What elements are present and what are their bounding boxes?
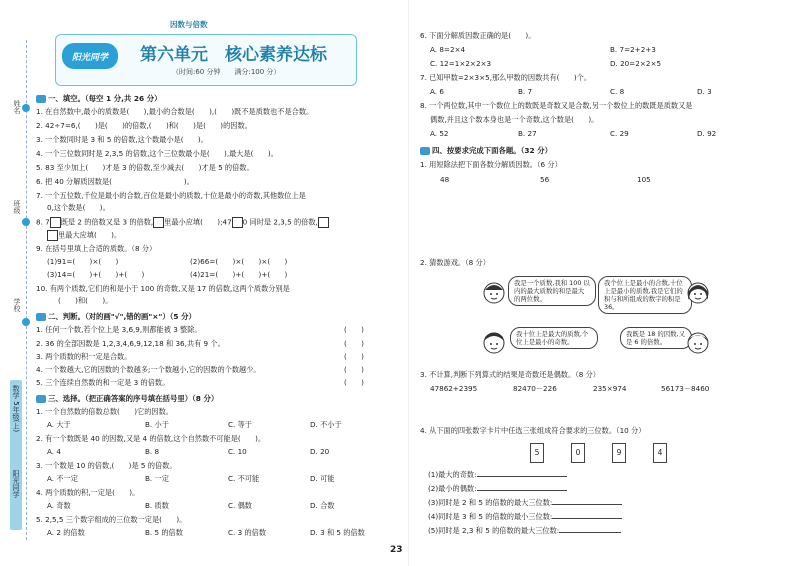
number-card: 5	[530, 443, 544, 463]
factor-number: 105	[637, 175, 651, 184]
q5: 5. 83 至少加上( )才是 3 的倍数,至少减去( )才是 5 的倍数。	[36, 163, 254, 172]
expression: 47862+2395	[430, 384, 478, 393]
section-tasks	[420, 145, 552, 156]
answer-blank[interactable]	[552, 496, 622, 505]
q1: 1. 在自然数中,最小的质数是( ),最小的合数是( ),( )既不是质数也不是合数。	[36, 107, 314, 116]
q9-3: (3)14=( )+( )+( )	[47, 270, 145, 279]
section-icon	[36, 95, 46, 103]
section-title: 三、选择。（把正确答案的序号填在括号里）（8 分）	[48, 394, 219, 403]
book-label: 数学 5年级(上)	[12, 385, 20, 433]
class-label: 班级	[13, 200, 21, 214]
option: B. 小于	[145, 420, 169, 429]
option: D. 20	[310, 447, 330, 456]
q10-line1: 10. 有两个质数,它们的和是小于 100 的奇数,又是 17 的倍数,这两个质数分别是	[36, 284, 290, 293]
speech-bubble: 我十位上是最大的质数,个位上是最小的奇数。	[510, 327, 598, 349]
digit-box	[153, 217, 164, 228]
section-choice	[36, 393, 218, 404]
option: A. 大于	[47, 420, 71, 429]
digit-box	[50, 217, 61, 228]
page-fold	[408, 0, 409, 566]
answer-blank[interactable]	[477, 482, 567, 491]
option: B. 8	[145, 447, 160, 456]
speech-bubble: 我是一个质数,我和 100 以内的最大质数的和是最大的两位数。	[508, 276, 596, 306]
option: D. 3 和 5 的倍数	[310, 528, 365, 537]
section-title: 四、按要求完成下面各题。（32 分）	[432, 146, 553, 155]
section-title: 一、填空。（每空 1 分,共 26 分）	[48, 94, 162, 103]
time-score: （时间:60 分钟 满分:100 分）	[172, 68, 281, 76]
q8-text: 既是 2 的倍数又是 3 的倍数,	[60, 217, 154, 227]
judge-5: 5. 三个连续自然数的和一定是 3 的倍数。	[36, 378, 170, 387]
binding-hole	[22, 104, 30, 112]
option: D. 合数	[310, 501, 335, 510]
factor-number: 56	[540, 175, 550, 184]
name-label: 姓名	[13, 100, 21, 114]
factor-number: 48	[440, 175, 450, 184]
option: B. 5 的倍数	[145, 528, 183, 537]
judge-1: 1. 任何一个数,若个位上是 3,6,9,则都能被 3 整除。	[36, 325, 202, 334]
answer-blank[interactable]	[559, 524, 621, 533]
kid-face-icon	[482, 330, 506, 356]
section-icon	[420, 147, 430, 155]
expression: 56173－8460	[661, 384, 710, 393]
q9-2: (2)66=( )×( )×( )	[190, 257, 288, 266]
option: A. 6	[430, 87, 444, 96]
task-2: 2. 猜数游戏。（8 分）	[420, 258, 490, 267]
option: A. 不一定	[47, 474, 78, 483]
q8-text: 8. 7	[36, 217, 50, 227]
choice-1: 1. 一个自然数的倍数总数( )它的因数。	[36, 407, 173, 416]
option: B. 27	[518, 129, 537, 138]
q4: 4. 一个三位数同时是 2,3,5 的倍数,这个三位数最小是( ),最大是( )。	[36, 149, 278, 158]
section-fill	[36, 93, 162, 104]
kid-face-icon	[686, 330, 710, 356]
expression: 82470－226	[513, 384, 557, 393]
q2: 2. 42÷7=6,( )是( )的倍数,( )和( )是( )的因数。	[36, 121, 252, 130]
option: B. 一定	[145, 474, 169, 483]
q9-4: (4)21=( )+( )+( )	[190, 270, 288, 279]
q10-line2: ( )和( )。	[58, 296, 113, 305]
judge-paren: ( )	[344, 352, 364, 361]
option: D. 92	[697, 129, 717, 138]
judge-2: 2. 36 的全部因数是 1,2,3,4,6,9,12,18 和 36,共有 9 个。	[36, 339, 225, 348]
section-icon	[36, 395, 46, 403]
option: C. 3 的倍数	[228, 528, 267, 537]
number-card: 4	[653, 443, 667, 463]
task-4-4	[428, 510, 622, 521]
option: B. 7	[518, 87, 533, 96]
task-4-4-label: (4)同时是 3 和 5 的倍数的最小三位数:	[428, 512, 553, 521]
r-q8-line2: 偶数,并且这个数本身也是一个奇数,这个数是( )。	[430, 115, 599, 124]
brand-label: 阳光同学	[12, 470, 20, 498]
judge-4: 4. 一个数越大,它的因数的个数越多;一个数越小,它的因数的个数越少。	[36, 365, 261, 374]
expression: 235×974	[593, 384, 627, 393]
judge-paren: ( )	[344, 325, 364, 334]
answer-blank[interactable]	[477, 468, 567, 477]
q3: 3. 一个数同时是 3 和 5 的倍数,这个数最小是( )。	[36, 135, 208, 144]
task-4-2	[428, 482, 567, 493]
option: C. 偶数	[228, 501, 252, 510]
option: D. 可能	[310, 474, 335, 483]
page-number: 23	[390, 545, 403, 555]
number-card: 9	[612, 443, 626, 463]
option: B. 7=2+2+3	[610, 45, 656, 54]
task-4-1-label: (1)最大的奇数:	[428, 470, 477, 479]
task-4-5-label: (5)同时是 2,3 和 5 的倍数的最大三位数:	[428, 526, 560, 535]
answer-blank[interactable]	[552, 510, 622, 519]
q9: 9. 在括号里填上合适的质数。（8 分）	[36, 244, 157, 253]
task-4-3	[428, 496, 622, 507]
speech-bubble: 我个位上是最小的合数,十位上是最小的质数,我是它们的积与和所组成的数字的积是 36。	[598, 276, 692, 314]
option: D. 3	[697, 87, 712, 96]
binding-hole	[22, 218, 30, 226]
option: B. 质数	[145, 501, 169, 510]
task-1: 1. 用短除法把下面各数分解质因数。（6 分）	[420, 160, 562, 169]
judge-paren: ( )	[344, 339, 364, 348]
choice-2: 2. 有一个数既是 40 的因数,又是 4 的倍数,这个自然数不可能是( )。	[36, 434, 266, 443]
digit-box	[318, 217, 329, 228]
choice-5: 5. 2,5,5 三个数字组成的三位数一定是( )。	[36, 515, 187, 524]
option: C. 12=1×2×2×3	[430, 59, 492, 68]
unit-tag: 因数与倍数	[170, 20, 208, 29]
digit-box	[232, 217, 243, 228]
judge-3: 3. 两个质数的积一定是合数。	[36, 352, 132, 361]
option: A. 奇数	[47, 501, 71, 510]
option: C. 10	[228, 447, 247, 456]
section-judge	[36, 311, 196, 322]
school-label: 学校	[13, 298, 21, 312]
r-q7: 7. 已知甲数=2×3×5,那么甲数的因数共有( )个。	[420, 73, 592, 82]
q8-line2	[47, 230, 121, 241]
kid-face-icon	[686, 280, 710, 306]
number-card: 0	[571, 443, 585, 463]
brand-logo: 阳光同学	[62, 43, 118, 69]
option: A. 4	[47, 447, 61, 456]
q7-line2: 0,这个数是( )。	[47, 203, 110, 212]
q7-line1: 7. 一个五位数,千位是最小的合数,百位是最小的质数,十位是最小的奇数,其他数位上是	[36, 191, 306, 200]
task-4-2-label: (2)最小的偶数:	[428, 484, 477, 493]
judge-paren: ( )	[344, 365, 364, 374]
q8-line1	[36, 217, 329, 228]
binding-line	[26, 40, 27, 540]
q8-text: 里最小应填( );47	[164, 217, 232, 227]
section-icon	[36, 313, 46, 321]
option: C. 不可能	[228, 474, 260, 483]
digit-box	[47, 230, 58, 241]
judge-paren: ( )	[344, 378, 364, 387]
q8-text: 0 同时是 2,3,5 的倍数,	[242, 217, 318, 227]
q8-text: 里最大应填( )。	[58, 230, 122, 240]
task-4: 4. 从下面的四张数字卡片中任选三张组成符合要求的三位数。（10 分）	[420, 426, 646, 435]
task-4-5	[428, 524, 621, 535]
option: C. 8	[610, 87, 625, 96]
option: D. 不小于	[310, 420, 342, 429]
option: D. 20=2×2×5	[610, 59, 662, 68]
option: A. 2 的倍数	[47, 528, 85, 537]
option: C. 29	[610, 129, 629, 138]
task-4-3-label: (3)同时是 2 和 5 的倍数的最大三位数:	[428, 498, 553, 507]
choice-3: 3. 一个数是 10 的倍数,( )是 5 的倍数。	[36, 461, 177, 470]
choice-4: 4. 两个质数的积,一定是( )。	[36, 488, 140, 497]
option: A. 52	[430, 129, 449, 138]
kid-face-icon	[482, 280, 506, 306]
option: C. 等于	[228, 420, 252, 429]
page-title: 第六单元 核心素养达标	[140, 45, 327, 65]
q9-1: (1)91=( )×( )	[47, 257, 119, 266]
binding-hole	[22, 318, 30, 326]
task-3: 3. 不计算,判断下列算式的结果是奇数还是偶数。（8 分）	[420, 370, 600, 379]
section-title: 二、判断。（对的画"√",错的画"×"）（5 分）	[48, 312, 196, 321]
speech-bubble: 我既是 18 的因数,又是 6 的倍数。	[620, 327, 692, 349]
option: A. 8=2×4	[430, 45, 466, 54]
q6: 6. 把 40 分解质因数是( )。	[36, 177, 194, 186]
r-q6: 6. 下面分解质因数正确的是( )。	[420, 31, 536, 40]
task-4-1	[428, 468, 567, 479]
r-q8-line1: 8. 一个两位数,其中一个数位上的数既是奇数又是合数,另一个数位上的数既是质数又是	[420, 101, 693, 110]
